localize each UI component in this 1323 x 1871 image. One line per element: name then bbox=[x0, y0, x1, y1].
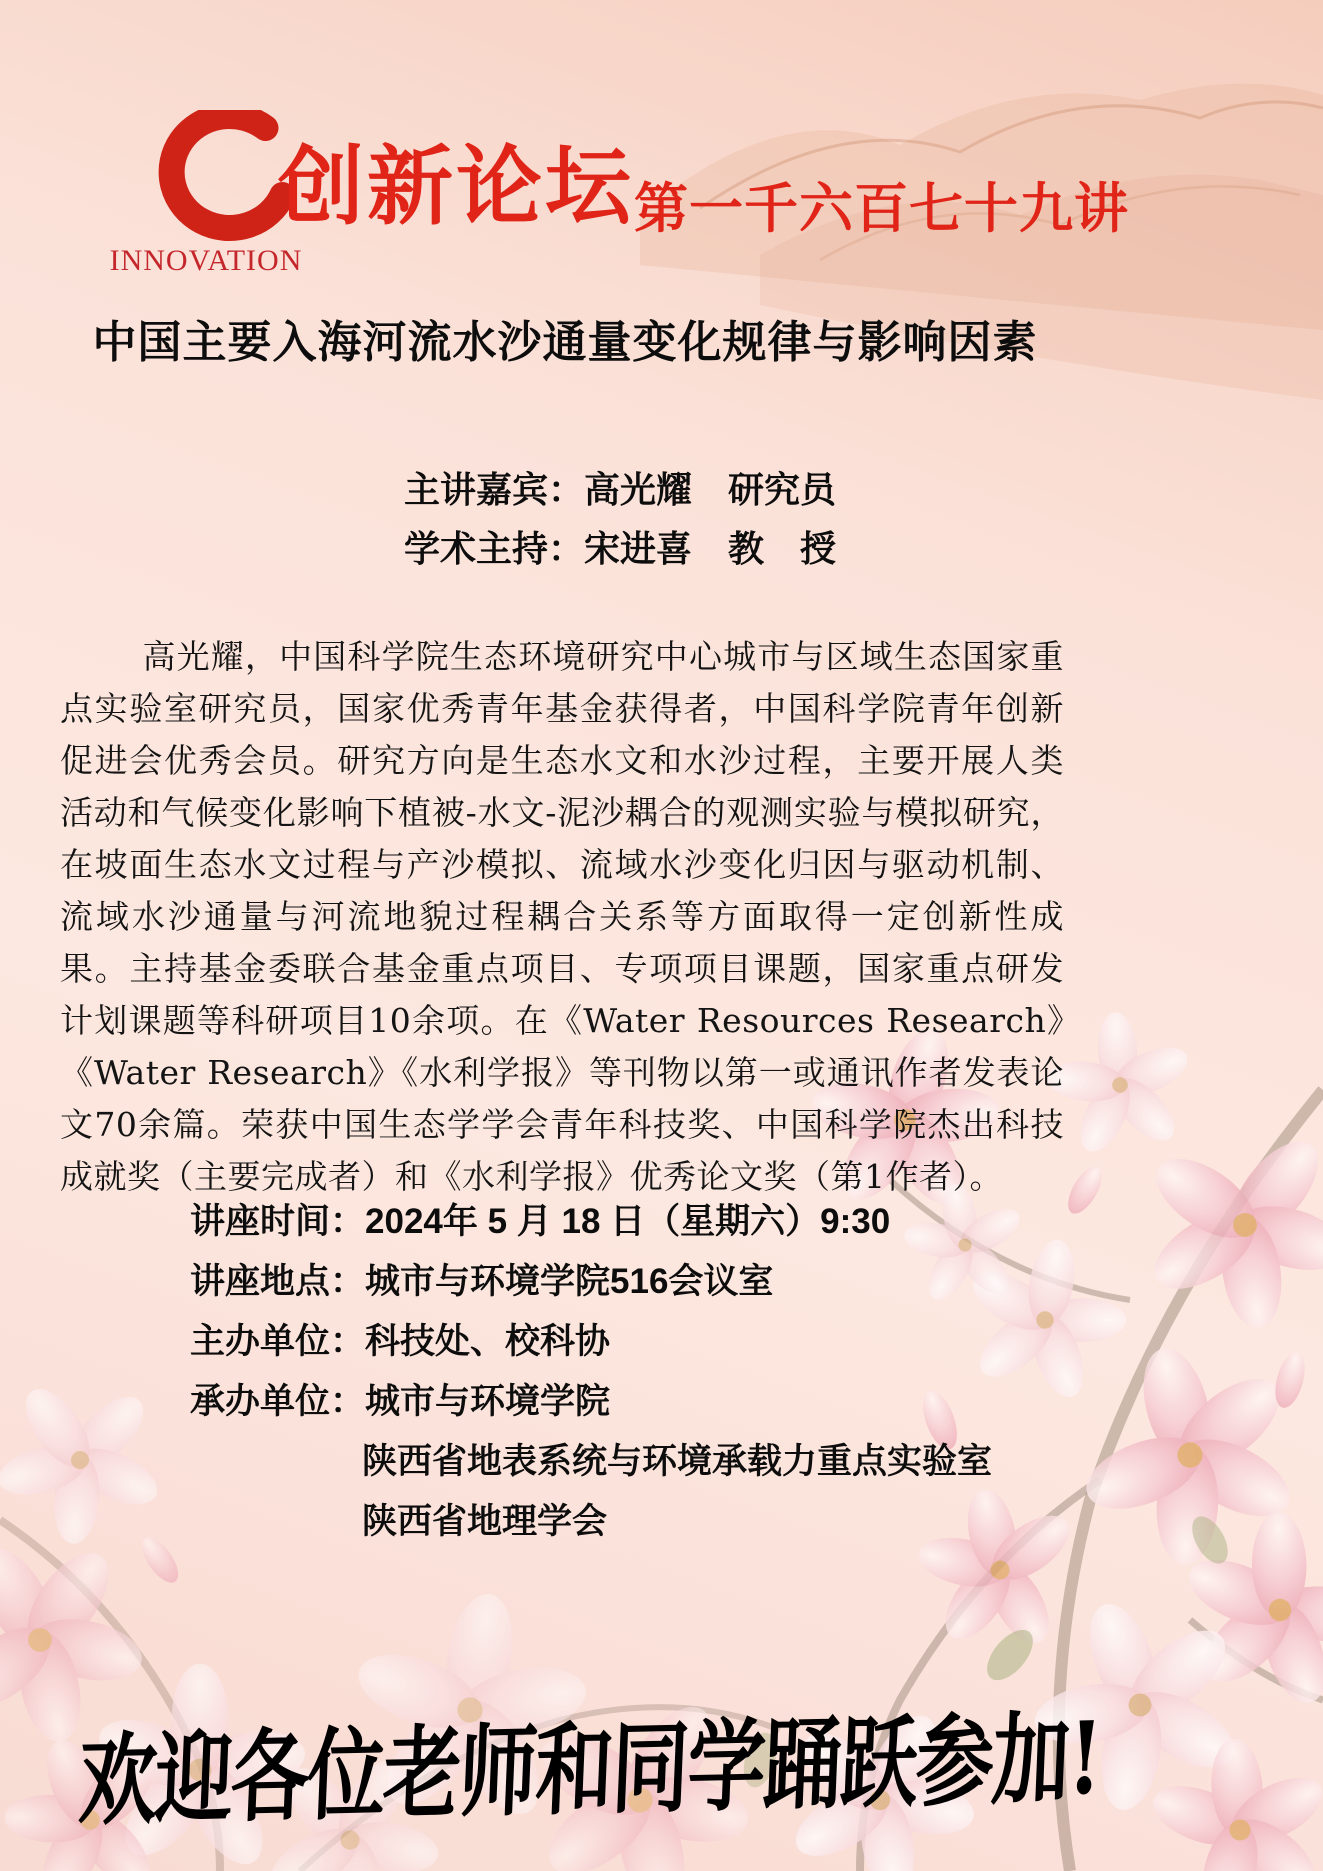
welcome-message: 欢迎各位老师和同学踊跃参加! bbox=[76, 1700, 1103, 1840]
detail-label: 讲座地点： bbox=[190, 1262, 366, 1301]
lecture-number: 第一千六百七十九讲 bbox=[634, 179, 1129, 239]
host-line: 学术主持：宋进喜 教 授 bbox=[403, 529, 836, 569]
detail-row-host-unit-2 bbox=[190, 1432, 992, 1492]
detail-row-time bbox=[190, 1192, 992, 1252]
detail-label: 主办单位： bbox=[190, 1322, 366, 1361]
detail-row-host-unit bbox=[190, 1372, 992, 1432]
speaker-line: 主讲嘉宾：高光耀 研究员 bbox=[403, 470, 836, 510]
forum-title: 创新论坛 bbox=[278, 139, 634, 235]
detail-value: 城市与环境学院516会议室 bbox=[365, 1262, 774, 1301]
lecture-title: 中国主要入海河流水沙通量变化规律与影响因素 bbox=[92, 318, 1038, 367]
detail-row-organizer bbox=[190, 1312, 992, 1372]
detail-label: 讲座时间： bbox=[190, 1202, 366, 1241]
detail-value: 城市与环境学院 bbox=[365, 1382, 611, 1421]
detail-row-location bbox=[190, 1252, 992, 1312]
detail-value: 2024年 5 月 18 日（星期六）9:30 bbox=[365, 1202, 891, 1241]
lecture-details bbox=[190, 1192, 992, 1552]
detail-label bbox=[190, 1432, 362, 1492]
detail-value: 陕西省地表系统与环境承载力重点实验室 bbox=[362, 1442, 993, 1481]
speaker-bio: 高光耀，中国科学院生态环境研究中心城市与区域生态国家重点实验室研究员，国家优秀青年基金获得者，中国科学院青年创新促进会优秀会员。研究方向是生态水文和水沙过程，主要开展人类活动和气候变化影响下植被-水文-泥沙耦合的观测实验与模拟研究，在坡面生态水文过程与产沙模拟、流域水沙变化归因与驱动机制、流域水沙通量与河流地貌过程耦合关系等方面取得一定创新性成果。主持基金委联合基金重点项目、专项项目课题，国家重点研发计划课题等科研项目10余项。在《Water Resources Research》《Water Research》《水利学报》等刊物以第一或通讯作者发表论文70余篇。荣获中国生态学学会青年科技奖、中国科学院杰出科技成就奖（主要完成者）和《水利学报》优秀论文奖（第1作者）。 bbox=[60, 637, 1064, 1196]
detail-label: 承办单位： bbox=[190, 1382, 366, 1421]
detail-label bbox=[190, 1492, 362, 1552]
detail-row-host-unit-3 bbox=[190, 1492, 992, 1552]
detail-value: 陕西省地理学会 bbox=[362, 1502, 608, 1541]
logo-wordmark: INNOVATION bbox=[109, 244, 303, 277]
detail-value: 科技处、校科协 bbox=[365, 1322, 611, 1361]
